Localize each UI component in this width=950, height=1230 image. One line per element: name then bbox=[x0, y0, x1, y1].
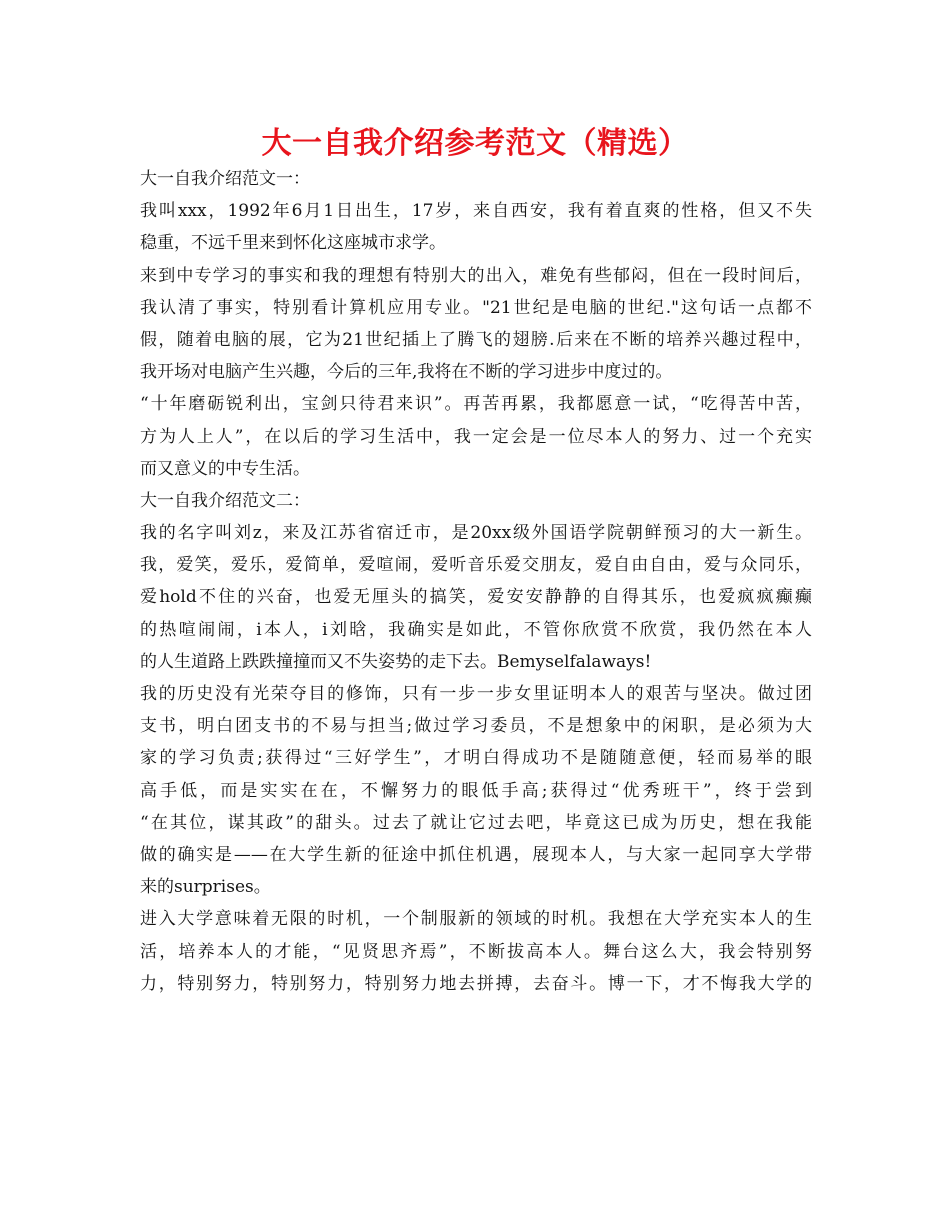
document-body bbox=[140, 163, 812, 1000]
text-line: 的热喧闹闹，i本人，i刘晗，我确实是如此，不管你欣赏不欣赏，我仍然在本人 bbox=[140, 619, 812, 640]
text-line: 方为人上人”，在以后的学习生活中，我一定会是一位尽本人的努力、过一个充实 bbox=[140, 426, 812, 447]
text-line: 进入大学意味着无限的时机，一个制服新的领域的时机。我想在大学充实本人的生 bbox=[140, 909, 812, 930]
text-line: 我的历史没有光荣夺目的修饰，只有一步一步女里证明本人的艰苦与坚决。做过团 bbox=[140, 684, 812, 704]
text-line: 高手低，而是实实在在，不懈努力的眼低手高;获得过“优秀班干”，终于尝到 bbox=[140, 780, 812, 801]
text-line: 我认清了事实，特别看计算机应用专业。"21世纪是电脑的世纪."这句话一点都不 bbox=[140, 297, 812, 318]
text-line: “在其位，谋其政”的甜头。过去了就让它过去吧，毕竟这已成为历史，想在我能 bbox=[140, 812, 812, 833]
text-line: 我的名字叫刘z，来及江苏省宿迁市，是20xx级外国语学院朝鲜预习的大一新生。 bbox=[140, 523, 812, 544]
text-line: 大一自我介绍范文二： bbox=[140, 490, 310, 511]
text-line: 力，特别努力，特别努力，特别努力地去拼搏，去奋斗。博一下，才不悔我大学的 bbox=[140, 973, 812, 994]
text-line: 的人生道路上跌跌撞撞而又不失姿势的走下去。Bemyselfalaways! bbox=[140, 651, 652, 672]
text-line: 而又意义的中专生活。 bbox=[140, 458, 310, 479]
text-line: 家的学习负责;获得过“三好学生”，才明白得成功不是随随意便，轻而易举的眼 bbox=[140, 748, 812, 769]
text-line: 大一自我介绍范文一： bbox=[140, 169, 310, 189]
text-line: 做的确实是——在大学生新的征途中抓住机遇，展现本人，与大家一起同享大学带 bbox=[140, 844, 812, 865]
text-line: 来到中专学习的事实和我的理想有特别大的出入，难免有些郁闷，但在一段时间后， bbox=[140, 265, 812, 286]
text-line: “十年磨砺锐利出，宝剑只待君来识”。再苦再累，我都愿意一试，“吃得苦中苦， bbox=[140, 394, 812, 415]
text-line: 稳重，不远千里来到怀化这座城市求学。 bbox=[140, 233, 446, 254]
text-line: 支书，明白团支书的不易与担当;做过学习委员，不是想象中的闲职，是必须为大 bbox=[140, 716, 812, 737]
text-line: 假，随着电脑的展，它为21世纪插上了腾飞的翅膀.后来在不断的培养兴趣过程中， bbox=[140, 329, 812, 350]
text-line: 我，爱笑，爱乐，爱简单，爱喧闹，爱听音乐爱交朋友，爱自由自由，爱与众同乐， bbox=[140, 555, 812, 576]
text-line: 我开场对电脑产生兴趣，今后的三年,我将在不断的学习进步中度过的。 bbox=[140, 362, 673, 383]
text-line: 我叫xxx，1992年6月1日出生，17岁，来自西安，我有着直爽的性格，但又不失 bbox=[140, 201, 812, 222]
document-title: 大一自我介绍参考范文（精选） bbox=[261, 126, 689, 161]
text-line: 爱hold不住的兴奋，也爱无厘头的搞笑，爱安安静静的自得其乐，也爱疯疯癫癫 bbox=[140, 587, 812, 608]
text-line: 来的surprises。 bbox=[140, 877, 271, 898]
text-line: 活，培养本人的才能，“见贤思齐焉”，不断拔高本人。舞台这么大，我会特别努 bbox=[140, 941, 812, 962]
